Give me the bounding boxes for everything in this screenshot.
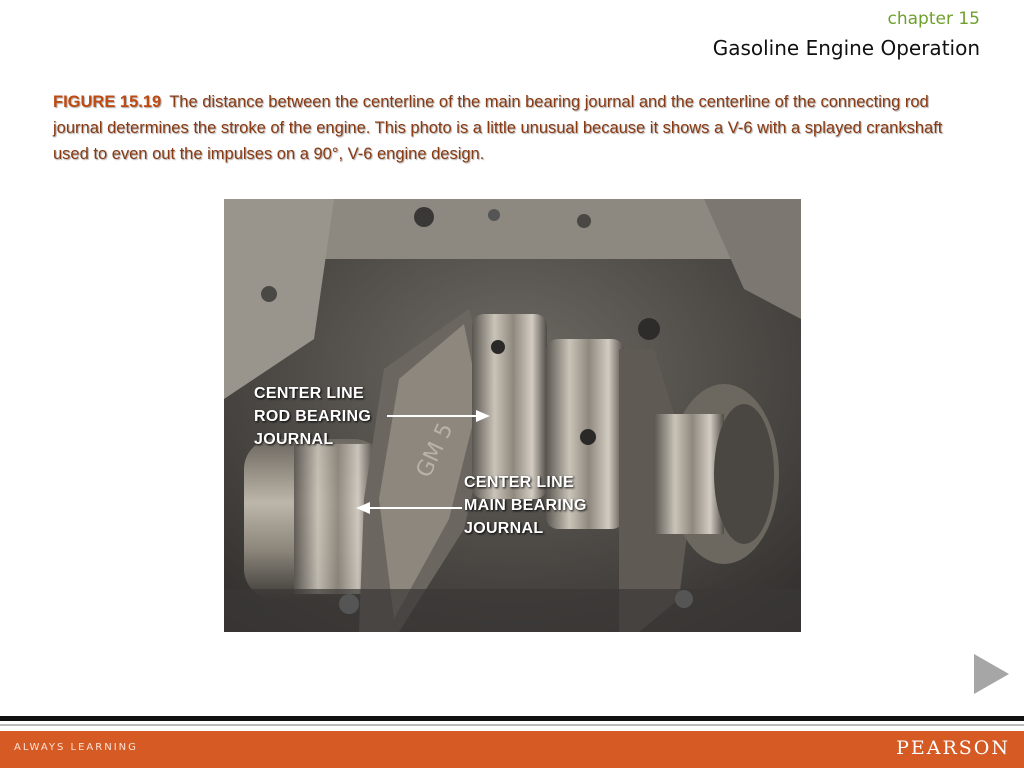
footer-rule — [0, 716, 1024, 721]
rod-label-line-2: ROD BEARING — [254, 408, 372, 425]
next-slide-icon[interactable] — [972, 653, 1010, 695]
rod-label-line-3: JOURNAL — [254, 431, 334, 448]
chapter-label: chapter 15 — [887, 9, 980, 29]
pearson-logo: PEARSON — [896, 737, 1010, 759]
casting-text: GM 5 — [411, 419, 459, 482]
caption-text: The distance between the centerline of the main bearing journal and the centerline of the connecting rod journal determines the stroke of the engine. This photo is a little unusual because it shows a V-6 with a splayed crankshaft used to even out the impulses on a 90°, V-6 engine design. — [53, 93, 943, 163]
slide-title: Gasoline Engine Operation — [712, 36, 980, 60]
rod-label-line-1: CENTER LINE — [254, 385, 364, 402]
footer-tagline: ALWAYS LEARNING — [14, 742, 138, 753]
crankshaft-photo — [224, 199, 801, 632]
main-label-line-2: MAIN BEARING — [464, 497, 587, 514]
figure-label: FIGURE 15.19 — [53, 93, 162, 111]
main-label-line-1: CENTER LINE — [464, 474, 574, 491]
main-label-line-3: JOURNAL — [464, 520, 544, 537]
footer-rule-light — [0, 724, 1024, 726]
main-journal-label — [464, 471, 587, 540]
play-triangle-right-icon — [972, 653, 1010, 695]
figure-caption — [53, 89, 953, 167]
rod-journal-label — [254, 382, 371, 451]
footer-bar — [0, 731, 1024, 768]
